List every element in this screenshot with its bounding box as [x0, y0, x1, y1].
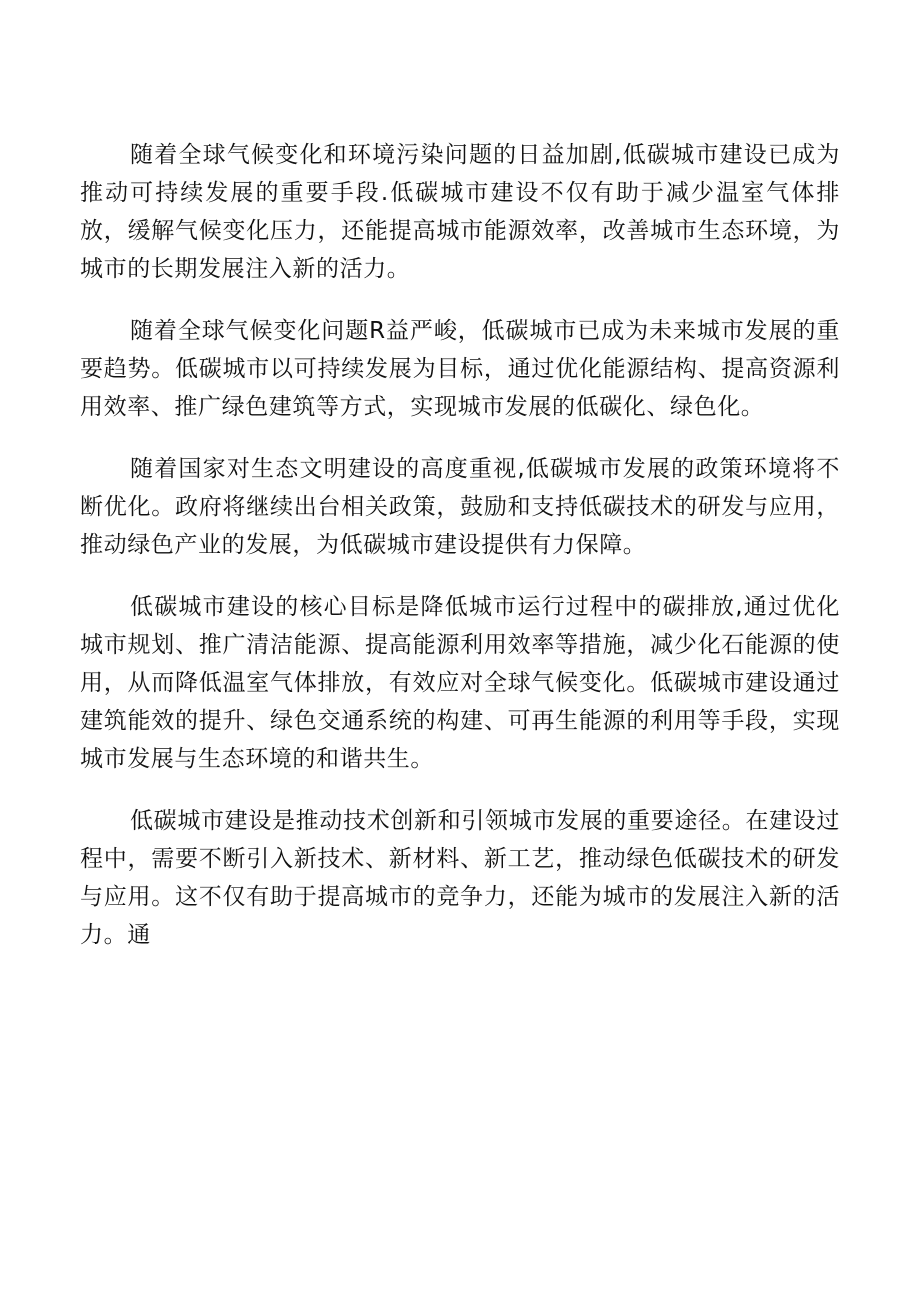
paragraph: 低碳城市建设是推动技术创新和引领城市发展的重要途径。在建设过程中，需要不断引入新技术、新材料、新工艺，推动绿色低碳技术的研发与应用。这不仅有助于提高城市的竞争力，还能为城市的发展注入新的活力。通 — [80, 808, 840, 948]
paragraph: 低碳城市建设的核心目标是降低城市运行过程中的碳排放,通过优化城市规划、推广清洁能源、提高能源利用效率等措施，减少化石能源的使用，从而降低温室气体排放，有效应对全球气候变化。低碳城市建设通过建筑能效的提升、绿色交通系统的构建、可再生能源的利用等手段，实现城市发展与生态环境的和谐共生。 — [80, 594, 840, 772]
paragraph: 随着国家对生态文明建设的高度重视,低碳城市发展的政策环境将不断优化。政府将继续出台相关政策，鼓励和支持低碳技术的研发与应用，推动绿色产业的发展，为低碳城市建设提供有力保障。 — [80, 456, 840, 558]
paragraph: 随着全球气候变化问题R益严峻，低碳城市已成为未来城市发展的重要趋势。低碳城市以可持续发展为目标，通过优化能源结构、提高资源利用效率、推广绿色建筑等方式，实现城市发展的低碳化、绿色化。 — [80, 318, 840, 420]
document-body — [80, 136, 840, 978]
paragraph: 随着全球气候变化和环境污染问题的日益加剧,低碳城市建设已成为推动可持续发展的重要手段.低碳城市建设不仅有助于减少温室气体排放，缓解气候变化压力，还能提高城市能源效率，改善城市生态环境，为城市的长期发展注入新的活力。 — [80, 142, 840, 282]
